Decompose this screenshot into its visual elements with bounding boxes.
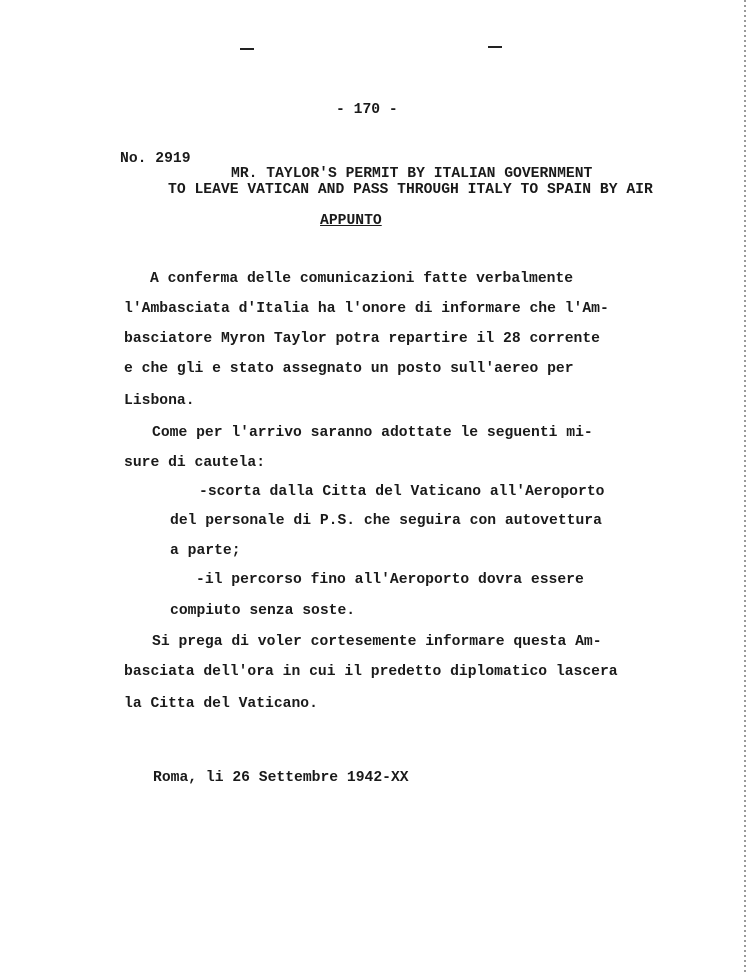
body-line: del personale di P.S. che seguira con autovettura	[170, 513, 602, 529]
body-line: compiuto senza soste.	[170, 603, 356, 619]
title-line-2: TO LEAVE VATICAN AND PASS THROUGH ITALY TO SPAIN BY AIR	[168, 182, 653, 198]
scan-edge	[744, 0, 746, 972]
body-line: -scorta dalla Citta del Vaticano all'Aeroporto	[199, 484, 605, 500]
scan-mark	[240, 48, 254, 50]
heading: APPUNTO	[320, 213, 382, 229]
scan-mark	[488, 46, 502, 48]
closing-date: Roma, li 26 Settembre 1942-XX	[153, 770, 409, 786]
body-line: sure di cautela:	[124, 455, 266, 471]
body-line: la Citta del Vaticano.	[124, 696, 318, 712]
body-line: e che gli e stato assegnato un posto sull'aereo per	[124, 361, 574, 377]
body-line: basciatore Myron Taylor potra repartire il 28 corrente	[124, 331, 600, 347]
body-line: A conferma delle comunicazioni fatte verbalmente	[150, 271, 574, 287]
body-line: a parte;	[170, 543, 241, 559]
page-number: - 170 -	[336, 102, 398, 118]
body-line: Si prega di voler cortesemente informare questa Am-	[152, 634, 602, 650]
body-line: basciata dell'ora in cui il predetto diplomatico lascera	[124, 664, 618, 680]
body-line: -il percorso fino all'Aeroporto dovra essere	[196, 572, 584, 588]
document-number: No. 2919	[120, 151, 191, 167]
body-line: Come per l'arrivo saranno adottate le seguenti mi-	[152, 425, 593, 441]
body-line: Lisbona.	[124, 393, 195, 409]
title-line-1: MR. TAYLOR'S PERMIT BY ITALIAN GOVERNMENT	[231, 166, 593, 182]
body-line: l'Ambasciata d'Italia ha l'onore di informare che l'Am-	[124, 301, 609, 317]
